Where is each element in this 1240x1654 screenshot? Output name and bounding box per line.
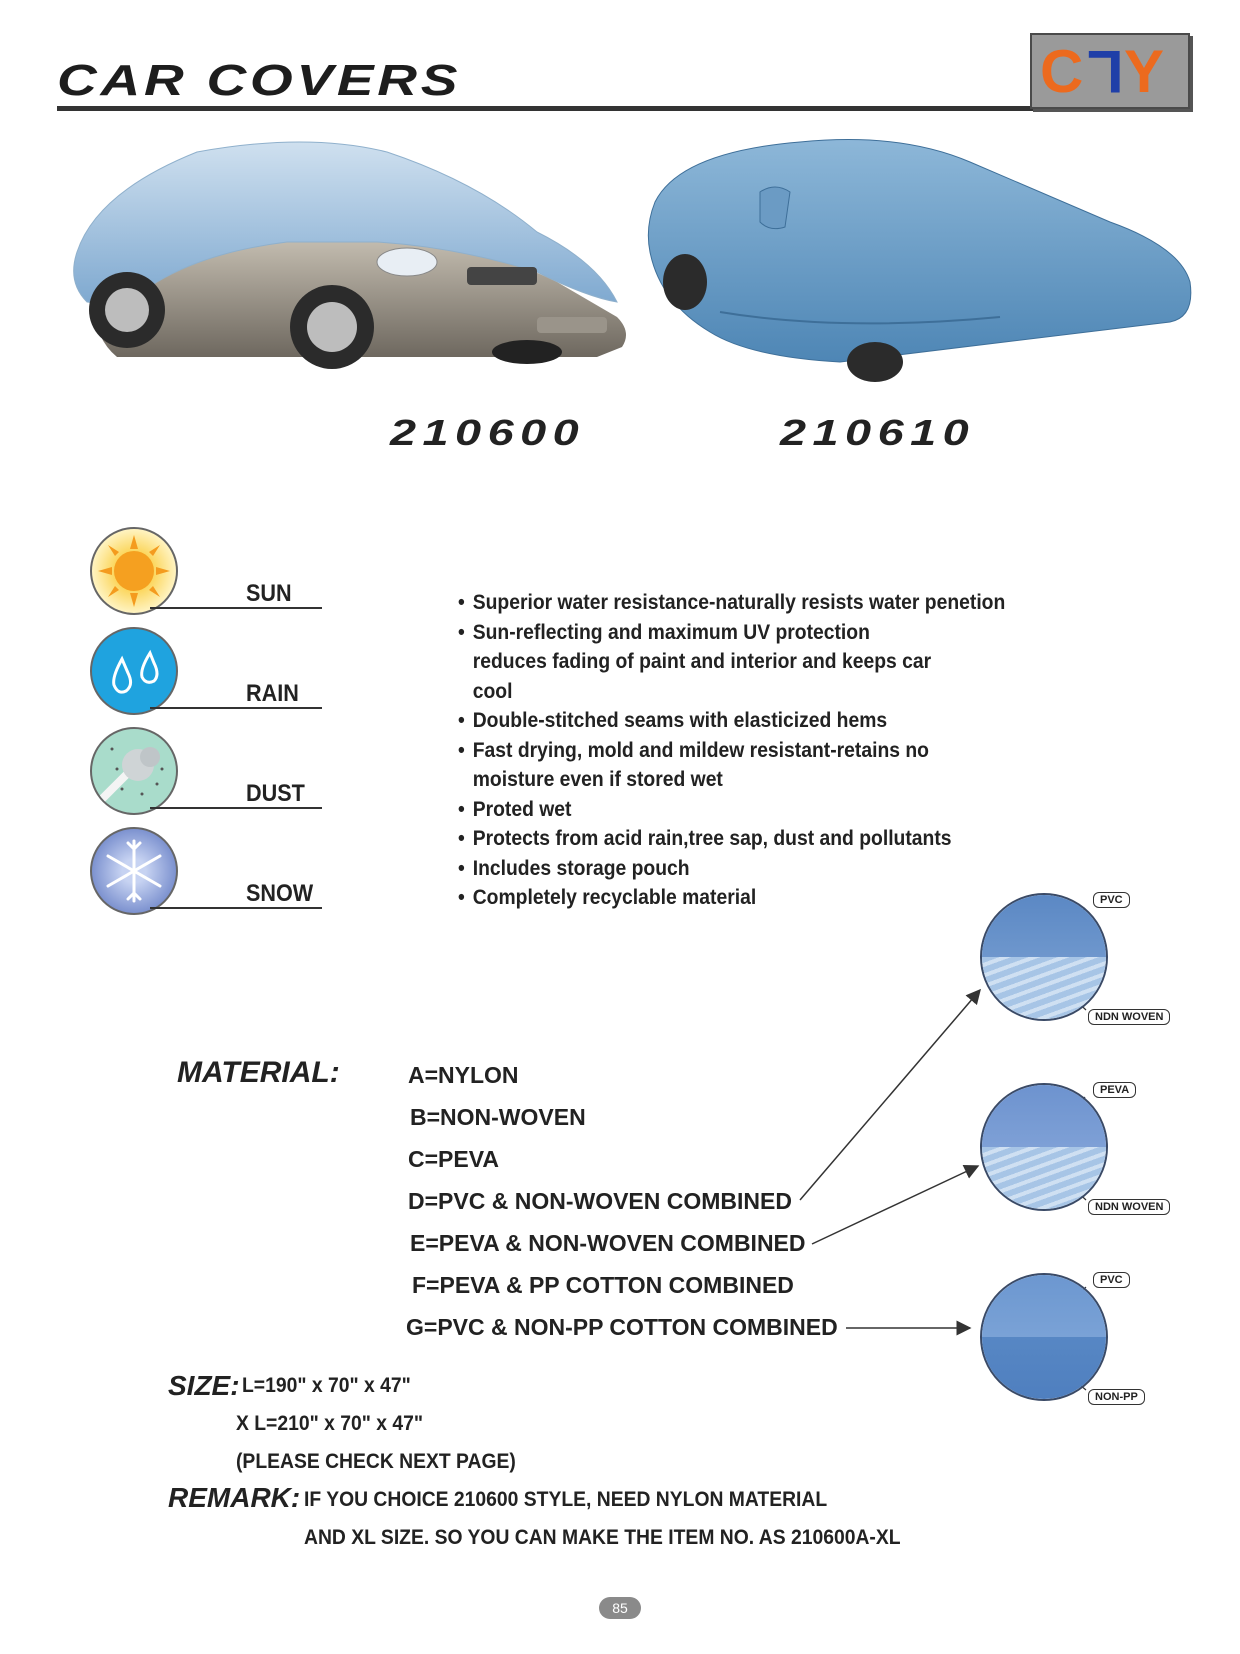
remark-line: IF YOU CHOICE 210600 STYLE, NEED NYLON MATERIAL [304,1488,828,1511]
material-option-g: G=PVC & NON-PP COTTON COMBINED [406,1314,838,1340]
feature-item: • Completely recyclable material [458,883,1010,913]
swatch-tag: PEVA [1093,1082,1136,1098]
material-option-c: C=PEVA [408,1146,499,1172]
material-option-a: A=NYLON [408,1062,519,1088]
protection-label-rain: RAIN [246,680,299,707]
size-note: (PLEASE CHECK NEXT PAGE) [236,1450,516,1473]
model-number-210600: 210600 [390,412,586,453]
swatch-tag: NON-PP [1088,1389,1145,1405]
material-heading: MATERIAL: [177,1056,340,1089]
feature-item: • Proted wet [458,795,1010,825]
size-line: X L=210" x 70" x 47" [236,1412,424,1435]
remark-line: AND XL SIZE. SO YOU CAN MAKE THE ITEM NO. AS 210600A-XL [304,1526,901,1549]
feature-item: • Fast drying, mold and mildew resistant-retains no moisture even if stored wet [458,736,988,795]
swatch-pvc-nonpp [980,1273,1108,1401]
feature-item: • Sun-reflecting and maximum UV protection reduces fading of paint and interior and keeps car cool [458,618,933,707]
swatch-tag: PVC [1093,1272,1130,1288]
logo-text: CLY [1040,38,1167,105]
protection-label-snow: SNOW [246,880,314,907]
size-label: SIZE: [168,1370,240,1401]
feature-item: • Protects from acid rain,tree sap, dust and pollutants [458,824,1010,854]
material-option-e: E=PEVA & NON-WOVEN COMBINED [410,1230,806,1256]
protection-label-sun: SUN [246,580,292,607]
swatch-tag: PVC [1093,892,1130,908]
material-option-f: F=PEVA & PP COTTON COMBINED [412,1272,794,1298]
feature-item: • Double-stitched seams with elasticized hems [458,706,1010,736]
material-option-d: D=PVC & NON-WOVEN COMBINED [408,1188,792,1214]
page-number: 85 [599,1597,641,1619]
remark-label: REMARK: [168,1482,301,1513]
swatch-peva-nonwoven [980,1083,1108,1211]
swatch-tag: NDN WOVEN [1088,1009,1170,1025]
page-title: CAR COVERS [57,56,462,105]
feature-item: • Superior water resistance-naturally resists water penetion [458,588,1010,618]
material-option-b: B=NON-WOVEN [410,1104,586,1130]
swatch-tag: NDN WOVEN [1088,1199,1170,1215]
feature-item: • Includes storage pouch [458,854,1010,884]
protection-label-dust: DUST [246,780,305,807]
swatch-pvc-nonwoven [980,893,1108,1021]
size-line: L=190" x 70" x 47" [242,1374,411,1397]
model-number-210610: 210610 [780,412,976,453]
